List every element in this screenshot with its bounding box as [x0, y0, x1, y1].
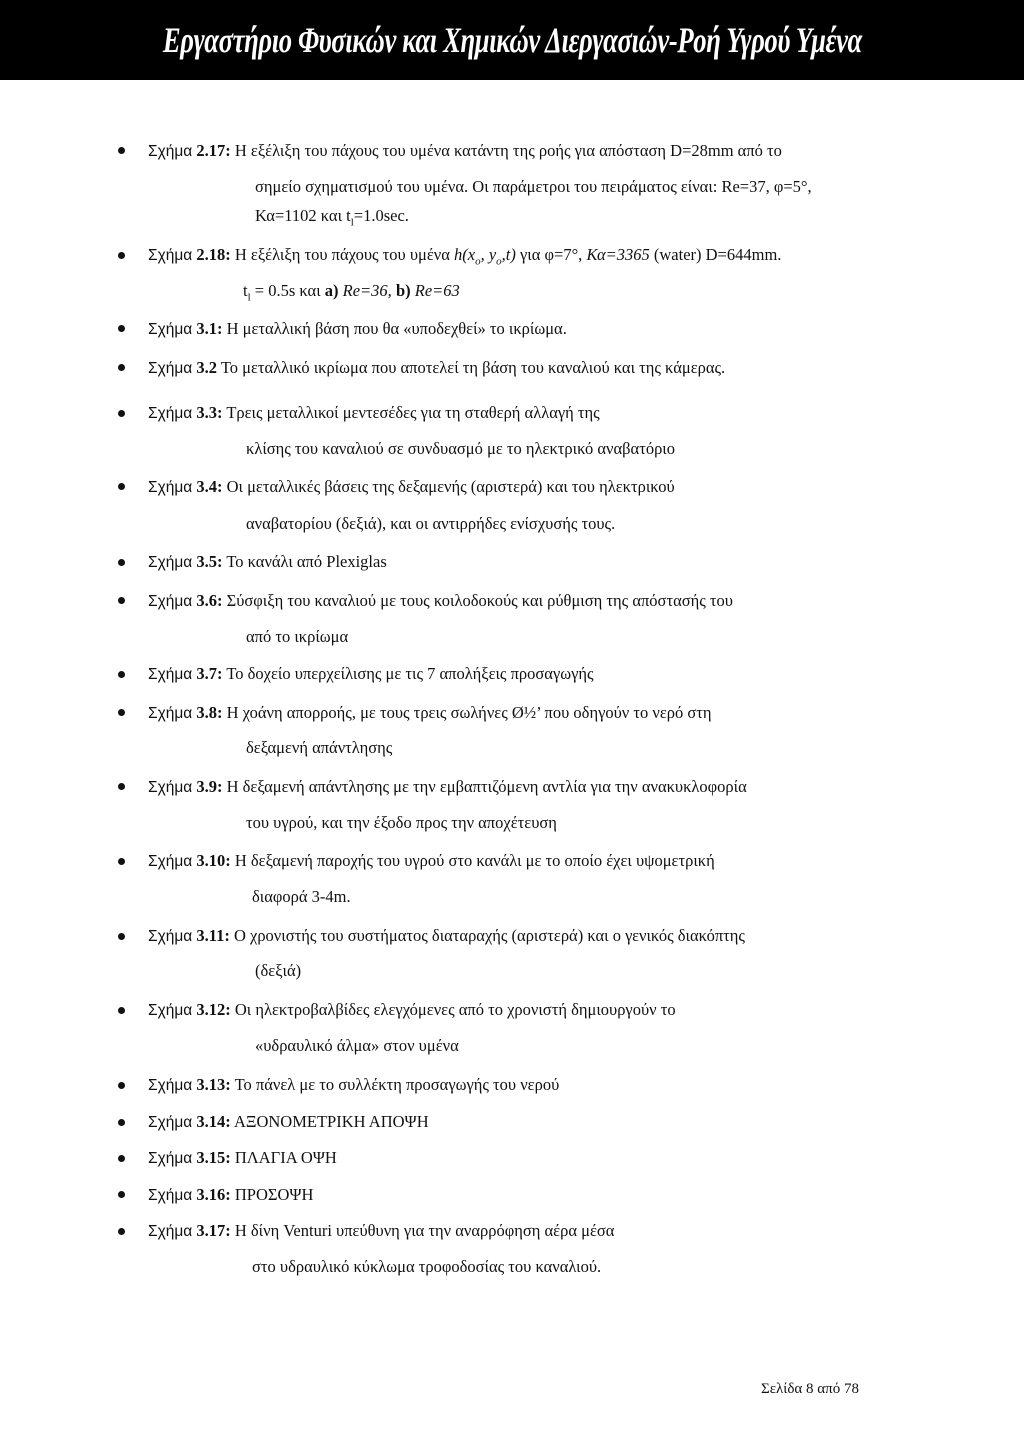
figure-caption: σημείο σχηματισμού του υμένα. Οι παράμετροι του πειράματος είναι: Re=37, φ=5°, — [255, 177, 812, 196]
math-expression: Re=63 — [410, 281, 460, 300]
figure-caption: ΠΡΟΣΟΨΗ — [234, 1185, 314, 1204]
figure-number: 3.7: — [196, 664, 223, 683]
figure-number: 3.2 — [196, 358, 217, 377]
figure-label: Σχήμα — [148, 1002, 193, 1019]
figure-caption: του υγρού, και την έξοδο προς την αποχέτευση — [246, 813, 557, 832]
figure-label: Σχήμα — [148, 247, 193, 264]
bullet-icon — [118, 364, 125, 371]
figure-number: 3.11: — [196, 926, 230, 945]
figure-caption: διαφορά 3-4m. — [252, 887, 351, 906]
figure-caption-line — [148, 591, 733, 612]
figure-caption: Η δεξαμενή απάντλησης με την εμβαπτιζόμενη αντλία για την ανακυκλοφορία — [226, 777, 747, 796]
page-number: Σελίδα 8 από 78 — [761, 1381, 859, 1397]
figure-number: 3.17: — [196, 1221, 231, 1240]
figure-label: Σχήμα — [148, 779, 193, 796]
figure-number: 2.17: — [196, 141, 231, 160]
figure-caption-line — [148, 1112, 429, 1133]
figure-caption: για φ=7°, — [515, 245, 587, 264]
figure-caption-line — [246, 439, 675, 459]
figure-caption: Η χοάνη απορροής, με τους τρεις σωλήνες Ø½’ που οδηγούν το νερό στη — [226, 703, 712, 722]
figure-label: Σχήμα — [148, 1223, 193, 1240]
figure-caption-line — [148, 703, 712, 724]
bullet-icon — [118, 671, 125, 678]
figure-caption-line — [148, 1148, 337, 1169]
bullet-icon — [118, 709, 125, 716]
bullet-icon — [118, 1228, 125, 1235]
header-title: Εργαστήριο Φυσικών και Χημικών Διεργασιών-Ροή Υγρού Υμένα — [162, 20, 862, 60]
figure-caption: Το δοχείο υπερχείλισης με τις 7 απολήξεις προσαγωγής — [226, 664, 594, 683]
figure-caption: Ο χρονιστής του συστήματος διαταραχής (αριστερά) και ο γενικός διακόπτης — [233, 926, 745, 945]
figure-caption: (δεξιά) — [255, 961, 302, 980]
figure-number: 3.13: — [196, 1075, 231, 1094]
bullet-icon — [118, 1119, 125, 1126]
figure-label: Σχήμα — [148, 1077, 193, 1094]
math-expression: Re=36, — [338, 281, 392, 300]
figure-caption-line — [148, 403, 600, 424]
figure-caption-line — [148, 664, 594, 685]
figure-caption: =1.0sec. — [353, 206, 409, 225]
bullet-icon — [118, 1155, 125, 1162]
figure-caption-line — [148, 245, 781, 271]
figure-caption: Το μεταλλικό ικρίωμα που αποτελεί τη βάση του καναλιού και της κάμερας. — [220, 358, 726, 377]
subscript: l — [350, 216, 354, 229]
figure-caption: Οι ηλεκτροβαλβίδες ελεγχόμενες από το χρονιστή δημιουργούν το — [234, 1000, 676, 1019]
bullet-icon — [118, 410, 125, 417]
figure-label: Σχήμα — [148, 666, 193, 683]
figure-label: Σχήμα — [148, 321, 193, 338]
figure-label: Σχήμα — [148, 1150, 193, 1167]
figure-caption: Η εξέλιξη του πάχους του υμένα — [234, 245, 450, 264]
figure-caption-line — [246, 738, 392, 758]
figure-label: Σχήμα — [148, 593, 193, 610]
bullet-icon — [118, 783, 125, 790]
figure-number: 3.1: — [196, 319, 223, 338]
figure-number: 3.14: — [196, 1112, 231, 1131]
math-expression: Κα=3365 — [586, 245, 650, 264]
figure-caption-line — [148, 141, 782, 162]
figure-number: 3.8: — [196, 703, 223, 722]
figure-caption-line — [148, 1185, 313, 1206]
figure-caption: (water) D=644mm. — [649, 245, 782, 264]
figure-caption-line — [246, 514, 615, 534]
figure-caption: Η δίνη Venturi υπεύθυνη για την αναρρόφηση αέρα μέσα — [234, 1221, 615, 1240]
figure-caption: Το πάνελ με το συλλέκτη προσαγωγής του νερού — [234, 1075, 560, 1094]
figure-label: Σχήμα — [148, 479, 193, 496]
page-header — [0, 0, 1024, 80]
bullet-icon — [118, 597, 125, 604]
bullet-icon — [118, 559, 125, 566]
figure-number: 3.12: — [196, 1000, 231, 1019]
figure-number: 3.3: — [196, 403, 223, 422]
figure-label: Σχήμα — [148, 1187, 193, 1204]
figure-caption: Οι μεταλλικές βάσεις της δεξαμενής (αριστερά) και του ηλεκτρικού — [226, 477, 675, 496]
figure-label: Σχήμα — [148, 853, 193, 870]
figure-number: 3.4: — [196, 477, 223, 496]
figure-caption: κλίσης του καναλιού σε συνδυασμό με το ηλεκτρικό αναβατόριο — [246, 439, 675, 458]
figure-caption-line — [148, 777, 747, 798]
figure-caption: από το ικρίωμα — [246, 627, 349, 646]
figure-caption: δεξαμενή απάντλησης — [246, 738, 393, 757]
figure-caption: Κα=1102 και t — [255, 206, 351, 225]
bullet-icon — [118, 483, 125, 490]
bullet-icon — [118, 1191, 125, 1198]
figure-number: 3.6: — [196, 591, 223, 610]
figure-caption: Το κανάλι από Plexiglas — [226, 552, 387, 571]
figure-caption: στο υδραυλικό κύκλωμα τροφοδοσίας του καναλιού. — [252, 1257, 602, 1276]
figure-caption: Η δεξαμενή παροχής του υγρού στο κανάλι με το οποίο έχει υψομετρική — [234, 851, 715, 870]
figure-number: 3.9: — [196, 777, 223, 796]
figure-caption-line — [255, 1036, 459, 1056]
figure-number: 2.18: — [196, 245, 231, 264]
figure-caption-line — [246, 813, 557, 833]
figure-number: 3.10: — [196, 851, 231, 870]
figure-caption-line — [148, 1075, 559, 1096]
figure-caption-line — [148, 1221, 614, 1242]
figure-caption: Η μεταλλική βάση που θα «υποδεχθεί» το ικρίωμα. — [226, 319, 567, 338]
figure-caption-line — [255, 206, 409, 232]
figure-number: 3.15: — [196, 1148, 231, 1167]
bullet-icon — [118, 252, 125, 259]
bullet-icon — [118, 858, 125, 865]
figure-caption: ΠΛΑΓΙΑ ΟΨΗ — [234, 1148, 337, 1167]
figure-caption-line — [148, 477, 675, 498]
figure-number: 3.5: — [196, 552, 223, 571]
figure-caption-line — [246, 627, 348, 647]
figure-caption: αναβατορίου (δεξιά), και οι αντιρρήδες ενίσχυσής τους. — [246, 514, 616, 533]
bullet-icon — [118, 325, 125, 332]
bullet-icon — [118, 933, 125, 940]
figure-label: Σχήμα — [148, 928, 193, 945]
figure-caption-line — [255, 961, 301, 981]
figure-caption-line — [148, 851, 715, 872]
bullet-icon — [118, 147, 125, 154]
figure-caption-line — [148, 1000, 676, 1021]
figure-caption: Σύσφιξη του καναλιού με τους κοιλοδοκούς και ρύθμιση της απόστασής του — [226, 591, 733, 610]
figure-caption: ΑΞΟΝΟΜΕΤΡΙΚΗ ΑΠΟΨΗ — [233, 1112, 429, 1131]
figure-caption-line — [255, 177, 812, 197]
figure-label: Σχήμα — [148, 705, 193, 722]
figure-number: 3.16: — [196, 1185, 231, 1204]
figure-caption: Τρεις μεταλλικοί μεντεσέδες για τη σταθερή αλλαγή της — [226, 403, 600, 422]
figure-label: Σχήμα — [148, 1114, 193, 1131]
subscript: l — [247, 291, 251, 304]
bullet-icon — [118, 1082, 125, 1089]
figure-label: Σχήμα — [148, 405, 193, 422]
figure-caption-line — [252, 887, 351, 907]
figure-caption-line — [148, 319, 567, 340]
figure-label: Σχήμα — [148, 360, 193, 377]
figure-caption: «υδραυλικό άλμα» στον υμένα — [255, 1036, 459, 1055]
figure-caption-line — [252, 1257, 601, 1277]
figure-label: Σχήμα — [148, 554, 193, 571]
figure-caption-line — [148, 358, 725, 379]
figure-caption-line — [148, 926, 745, 947]
figure-caption: Η εξέλιξη του πάχους του υμένα κατάντη της ροής για απόσταση D=28mm από το — [234, 141, 782, 160]
figure-caption-line: $t_l = 0.5s$ και a) Re=36, b) Re=63 — [243, 281, 460, 304]
math-expression: $h(x_o$, $y_o,t$) — [454, 245, 516, 268]
figure-label: Σχήμα — [148, 143, 193, 160]
bullet-icon — [118, 1007, 125, 1014]
figure-caption-line — [148, 552, 387, 573]
